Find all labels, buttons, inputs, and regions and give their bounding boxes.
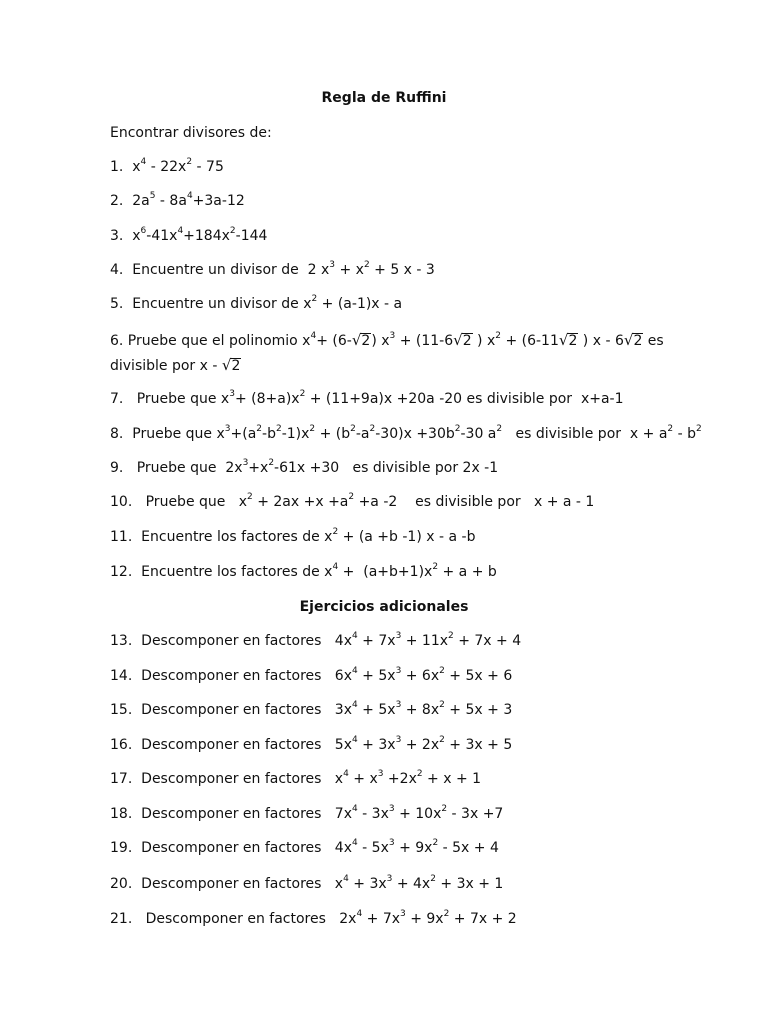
exercise-2: 2. $2a^5 - 8a^4+3a-12$ [110,191,245,209]
exercise-14: 14. Descomponer en factores $6x^4 + 5x^3 + 6x^2 + 5x + 6$ [110,666,513,684]
exercise-13: 13. Descomponer en factores $4x^4 + 7x^3 + 11x^2 + 7x + 4$ [110,631,522,649]
exercise-5: 5. Encuentre un divisor de $x^2 + (a-1)x - a$ [110,294,403,312]
exercise-10: 10. Pruebe que $x^2 + 2ax +x +a^2 +a$ -2 es divisible por x + a - 1 [110,492,595,510]
exercise-3: 3. $x^6-41x^4+184x^2-144$ [110,226,268,244]
exercise-8: 8. Pruebe que $x^3+(a^2-b^2-1)x^2 + (b^2-a^2-30)x +30b^2-30$ $a^2$ es divisible por $x + a^2 - b^2$ [110,424,702,442]
exercise-6: 6. Pruebe que el polinomio $x^4+ (6-√2) x^3 + (11-6√2$ ) $x^2 + (6-11√2$ ) x - 6√2 es divisible por x - √2 [110,331,664,374]
exercise-12: 12. Encuentre los factores de $x^4 + (a+b+1)x^2 + a + b$ [110,562,497,580]
exercise-11: 11. Encuentre los factores de $x^2 + (a +b$ -1) x - a -b [110,527,476,545]
exercise-4: 4. Encuentre un divisor de 2 $x^3 + x^2 + 5$ x - 3 [110,260,435,278]
exercise-19: 19. Descomponer en factores $4x^4 - 5x^3 + 9x^2 - 5x + 4$ [110,838,499,856]
exercise-7: 7. Pruebe que $x^3+ (8+a)x^2 + (11+9a)x +20a$ -20 es divisible por x+a-1 [110,389,624,407]
exercise-18: 18. Descomponer en factores $7x^4 - 3x^3 + 10x^2 - 3x +7$ [110,804,504,822]
exercise-17: 17. Descomponer en factores $x^4 + x^3 +2x^2 + x + 1$ [110,769,482,787]
exercise-15: 15. Descomponer en factores $3x^4 + 5x^3 + 8x^2 + 5x + 3$ [110,700,513,718]
section-title-additional: Ejercicios adicionales [299,599,469,615]
document-title: Regla de Ruffini [321,90,447,106]
exercise-1: 1. $x^4 - 22x^2 - 75$ [110,157,224,175]
exercise-20: 20. Descomponer en factores $x^4 + 3x^3 + 4x^2 + 3x + 1$ [110,874,504,892]
intro-text: Encontrar divisores de: [110,125,272,141]
exercise-21: 21. Descomponer en factores $2x^4 + 7x^3 + 9x^2 + 7x + 2$ [110,909,517,927]
exercise-16: 16. Descomponer en factores $5x^4 + 3x^3 + 2x^2 + 3x + 5$ [110,735,513,753]
exercise-9: 9. Pruebe que $2x^3+x^2-61x +30$ es divisible por 2x -1 [110,458,499,476]
